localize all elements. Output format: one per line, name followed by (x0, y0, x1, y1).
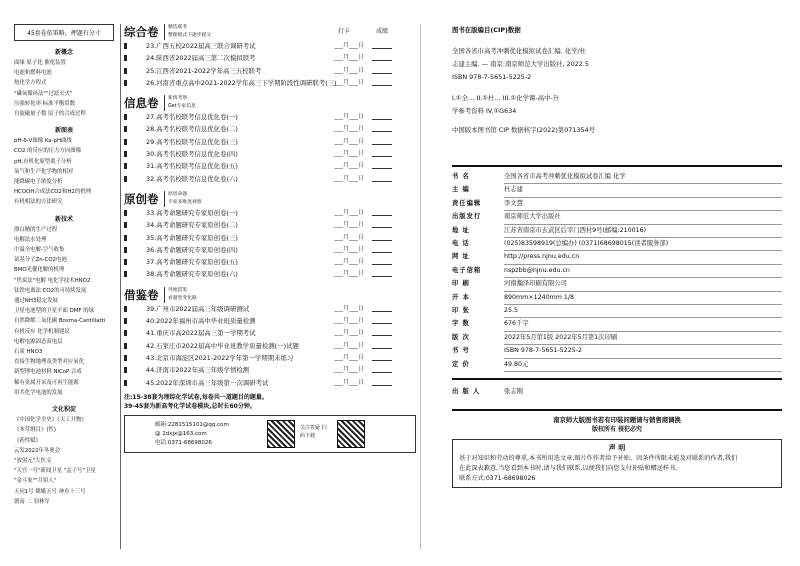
row-marker (124, 330, 127, 336)
exam-name: 江西省2021-2022学年高三五校联考 (156, 66, 262, 75)
exam-name: 高考名校联考信息优化卷(四) (156, 150, 238, 159)
exam-row[interactable] (124, 40, 416, 52)
left-item: 电解法水处理 (14, 236, 47, 243)
info-row (452, 238, 782, 251)
info-key: 责任编辑 (452, 199, 482, 207)
section-title: 借鉴卷 (124, 287, 159, 302)
score-line[interactable] (372, 372, 392, 373)
left-item: pH,有机化原型离子分析 (14, 158, 72, 165)
statement-title: 声 明 (608, 443, 626, 452)
left-item: "金斗家""月饼人" (14, 478, 57, 485)
section-subtitle-line: Get专家信息 (168, 104, 196, 110)
info-value: 河南瀚泽印刷有限公司 (504, 278, 782, 291)
left-item: "磷氧循环法""过滤灭火" (14, 90, 73, 97)
exam-number: 28. (146, 125, 157, 134)
section-title: 综合卷 (124, 25, 159, 39)
section-subtitle-line: 新情考察 (168, 96, 188, 102)
row-marker (124, 306, 127, 312)
note-2: 39-45套为新高考化学试卷模块,总时长60分钟。 (124, 402, 256, 410)
exam-row[interactable] (124, 315, 416, 327)
row-marker (124, 176, 127, 182)
info-row (452, 171, 782, 184)
row-marker (124, 163, 127, 169)
info-value: http://press.njnu.edu.cn (504, 251, 782, 264)
publisher-row (452, 386, 782, 398)
row-marker (124, 43, 127, 49)
section-subtitle (164, 24, 211, 40)
exam-date: ___月___日 (334, 270, 365, 278)
footer-box (124, 415, 416, 453)
exam-number: 41. (146, 329, 157, 338)
left-item: CO2 的反应的压力方向图像 (14, 148, 82, 155)
exam-row[interactable] (124, 52, 416, 64)
qr-code-icon (337, 420, 365, 448)
divider (452, 378, 782, 380)
left-section-title: 新概念 (54, 49, 73, 56)
info-value: nspzbb@njnu.edu.cn (504, 265, 782, 278)
info-row (452, 292, 782, 305)
score-line[interactable] (372, 215, 392, 216)
info-value: 全国各省市高考冲刺优化模拟试卷汇编 化学 (504, 171, 782, 184)
exam-number: 24. (146, 54, 157, 63)
left-item: 钛铁电离法 CO2的可持续发展 (14, 287, 87, 294)
exam-name: 济南市2022年高三年级学情检测 (156, 366, 250, 375)
info-key: 版 次 (452, 333, 470, 341)
section-header (124, 287, 416, 303)
exam-date: ___月___日 (334, 353, 365, 361)
row-marker (124, 222, 127, 228)
left-item: 用共化学电池的发展 (14, 389, 63, 396)
exam-name: 陕西省2022届高三第二次模拟联考 (156, 54, 256, 63)
row-marker (124, 210, 127, 216)
note-1: 注:15-38套为理综化学试卷,每卷共一道题目的题量。 (124, 393, 268, 401)
footer-contact (155, 421, 229, 448)
left-item: 天问1号 嫦娥五号 神舟十三号 (14, 488, 86, 495)
info-key: 字 数 (452, 320, 470, 328)
cip-title: 图书在版编目(CIP)数据 (452, 26, 521, 34)
exam-row[interactable] (124, 244, 416, 256)
left-item: "焦炭法"电解 电化学技术HNO2 (14, 277, 91, 284)
exam-date: ___月___日 (334, 341, 365, 349)
row-marker (124, 259, 127, 265)
row-marker (124, 247, 127, 253)
row-marker (124, 271, 127, 277)
exam-name: 高考名校联考信息优化卷(二) (156, 125, 238, 134)
publisher-key: 出 版 人 (452, 388, 481, 396)
left-item: 稀有金属开采及可再生能源 (14, 379, 79, 386)
section-header (124, 24, 416, 40)
left-section-title: 新图表 (54, 127, 73, 135)
score-line[interactable] (372, 335, 392, 336)
cip-line: ISBN 978-7-5651-5225-2 (452, 73, 532, 81)
left-item: BMO光催化解的机理 (14, 267, 65, 274)
exam-name: 高考命题研究专家原创卷(三) (156, 233, 238, 242)
exam-number: 42. (146, 341, 157, 350)
exam-date: ___月___日 (334, 42, 365, 49)
cip-block (452, 45, 782, 84)
info-value: (025)83598919(总编办) (0371)68698015(读者服务部) (504, 238, 782, 251)
exam-date: ___月___日 (334, 162, 365, 170)
info-row (452, 278, 782, 291)
middle-column (124, 24, 416, 453)
row-marker (124, 343, 127, 349)
row-marker (124, 380, 127, 386)
exam-name: 重庆市高2022届高三第一学期考试 (156, 329, 256, 338)
left-item: 漂白精的生产过程 (14, 226, 58, 233)
score-line[interactable] (372, 360, 392, 361)
info-value: 25.5 (504, 305, 782, 318)
left-item: 有机相法的方法研究 (14, 199, 63, 206)
info-key: 地 址 (452, 226, 470, 234)
score-line[interactable] (372, 311, 392, 312)
exam-section (124, 95, 416, 185)
exam-name: 高考命题研究专家原创卷(二) (156, 221, 238, 230)
info-row (452, 305, 782, 318)
exam-row[interactable] (124, 136, 416, 148)
cip-class (452, 92, 782, 118)
score-line[interactable] (372, 73, 392, 74)
info-key: 印 刷 (452, 280, 470, 288)
statement-line: 在此深表歉意,当您看到本书时,请与我们联系,以便我们向您支付补贴和赠送样书。 (459, 464, 682, 472)
row-marker (124, 367, 127, 373)
left-item: "天宫一号"新闻卫星 "孟子号"卫星 (14, 468, 96, 475)
exam-row[interactable] (124, 327, 416, 339)
exam-number: 40. (146, 317, 157, 326)
exam-date: ___月___日 (334, 258, 365, 266)
exam-date: ___月___日 (334, 221, 365, 229)
left-item: 《本草纲目》(性) (14, 427, 56, 434)
exam-row[interactable] (124, 303, 416, 315)
row-marker (124, 126, 127, 132)
info-value: 676千字 (504, 318, 782, 331)
exam-date: ___月___日 (334, 245, 365, 253)
left-item: 《中国化学全史》《天工开物》 (14, 417, 87, 424)
exam-row[interactable] (124, 364, 416, 376)
info-row (452, 225, 782, 238)
exam-name: 高考命题研究专家原创卷(四) (156, 245, 238, 254)
exam-date: ___月___日 (334, 137, 365, 145)
left-item: 自然降解二氧化碳 Bosma-Cantillatti (14, 318, 106, 325)
score-line[interactable] (372, 85, 392, 86)
exam-name: 高考命题研究专家原创卷(一) (156, 208, 238, 217)
score-line[interactable] (372, 227, 392, 228)
exam-date: ___月___日 (334, 54, 365, 62)
row-marker (124, 318, 127, 324)
publisher-value: 张志刚 (504, 388, 523, 396)
info-key: 书 名 (452, 173, 470, 180)
info-key: 网 址 (452, 253, 470, 261)
divider (420, 24, 421, 549)
left-item: 朝南 二 羽林军 (14, 498, 50, 505)
exam-name: 广州市2022届高三年级调研测试 (156, 304, 250, 313)
score-line[interactable] (372, 264, 392, 265)
footer-email: 邮箱:2281515101@qq.com (155, 421, 229, 428)
left-item: 新型锂电池材料 NiCoP 合成 (14, 369, 82, 376)
info-value: 杜志建 (504, 184, 782, 197)
exam-row[interactable] (124, 148, 416, 160)
info-value: 李文慧 (504, 198, 782, 211)
info-value: 890mm×1240mm 1/8 (504, 292, 782, 305)
divider (452, 409, 782, 411)
info-key: 电 话 (452, 240, 470, 248)
exam-number: 33. (146, 208, 157, 217)
cip-number: 中国版本图书馆 CIP 数据核字(2022)第071354号 (452, 126, 595, 134)
left-section-title: 文化积淀 (51, 406, 76, 414)
exam-name: 2022年福州市高中毕业班质量检测 (156, 317, 256, 326)
exam-name: 高考命题研究专家原创卷(五) (156, 258, 238, 267)
left-item: 有机反应 化学机制建议 (14, 328, 70, 335)
section-subtitle (164, 287, 197, 303)
left-item: 《药性赋》 (14, 437, 41, 444)
info-row (452, 345, 782, 358)
exam-date: ___月___日 (334, 150, 365, 158)
left-item: HCOOH合成法CO2和H2的机理 (14, 189, 92, 196)
info-key: 主 编 (452, 186, 470, 194)
info-key: 印 张 (452, 307, 470, 315)
exam-name: 北京市海淀区2021-2022学年第一学期期末练习 (156, 353, 294, 362)
info-row (452, 359, 782, 372)
score-line[interactable] (372, 252, 392, 253)
info-row (452, 265, 782, 278)
exam-name: 高考名校联考信息优化卷(一) (156, 113, 238, 122)
left-sections (14, 47, 114, 507)
exam-name: 河南省重点高中2021-2022学年高三下学期阶段性调研联考(三) (156, 78, 337, 87)
section-subtitle (164, 191, 202, 207)
row-marker (124, 355, 127, 361)
qr-code-icon (267, 420, 295, 448)
section-subtitle-line: 整理模式下逐步提分 (168, 33, 212, 38)
left-item: 云发2022年冬奥会 (14, 447, 61, 454)
section-header (124, 191, 416, 207)
exam-name: 高考名校联考信息优化卷(六) (156, 174, 238, 183)
notes (124, 393, 416, 411)
exam-number: 44. (146, 366, 157, 375)
row-marker (124, 139, 127, 145)
exam-row[interactable] (124, 219, 416, 231)
info-key: 定 价 (452, 360, 470, 368)
left-item: 能降碳电子浓度分析 (14, 179, 63, 186)
section-title: 信息卷 (124, 96, 159, 111)
exam-row[interactable] (124, 232, 416, 244)
statement-head: 南京师大版图书若有印装问题请与销售商调换 (553, 415, 681, 424)
exam-date: ___月___日 (334, 208, 365, 216)
exam-number: 39. (146, 304, 157, 313)
exam-row[interactable] (124, 268, 416, 280)
exam-row[interactable] (124, 377, 416, 389)
info-value: 2022年5月第1版 2022年5月第1次印刷 (504, 332, 782, 345)
left-section-title: 新技术 (54, 215, 73, 223)
row-marker (124, 68, 127, 74)
col-header-score: 打卡 (338, 28, 351, 35)
section-subtitle-line: 精选联考 (168, 25, 188, 30)
info-key: 电子信箱 (452, 266, 482, 274)
section-title: 原创卷 (124, 191, 159, 206)
info-key: 书 号 (452, 347, 470, 355)
statement-line: 基于对知识和劳动的尊重,本书所用选文章,图片作作者给予补贴。因条件所限未能及对联系的作者,我们 (459, 454, 738, 462)
exam-number: 31. (146, 162, 157, 171)
info-key: 出版发行 (452, 213, 482, 221)
exam-number: 34. (146, 221, 157, 230)
score-line[interactable] (372, 144, 392, 145)
info-value: 南京师范大学出版社 (504, 211, 782, 224)
exam-date: ___月___日 (334, 317, 365, 325)
info-list (452, 171, 782, 372)
exam-name: 2022年深圳市高三年级第一次调研考试 (156, 378, 269, 387)
exam-name: 高考名校联考信息优化卷(三) (156, 137, 238, 146)
exam-name: 石家庄市2022届高中毕业班教学质量检测(一)试题 (156, 341, 299, 350)
score-line[interactable] (372, 181, 392, 182)
left-column (14, 24, 114, 507)
footer-slogan: 关注答疑 扫码下载 (300, 424, 327, 439)
left-item: 石炭 HNO3 (14, 349, 43, 356)
right-column (452, 24, 782, 488)
divider (452, 165, 782, 167)
exam-number: 23. (146, 42, 157, 50)
footer-tel: 电话:0371-68698026 (155, 439, 212, 446)
section-subtitle-line: 专家多维度视察 (168, 199, 202, 205)
cip-class-line: 学参考资料 IV.①G634 (452, 107, 517, 115)
exam-date: ___月___日 (334, 366, 365, 374)
exam-section (124, 287, 416, 389)
exam-number: 26. (146, 78, 157, 87)
exam-date: ___月___日 (334, 233, 365, 241)
exam-number: 27. (146, 113, 157, 122)
exam-number: 30. (146, 150, 157, 159)
score-line[interactable] (372, 240, 392, 241)
info-row (452, 251, 782, 264)
exam-number: 32. (146, 174, 157, 183)
footer-email2: @ 2dxjx@163.com (155, 430, 207, 437)
exam-row[interactable] (124, 173, 416, 185)
section-subtitle-line: 外地借鉴 (168, 287, 188, 293)
cip-line: 全国各省市高考冲刺优化模拟试卷汇编. 化学/杜 (452, 47, 587, 55)
exam-date: ___月___日 (334, 78, 365, 86)
score-line[interactable] (372, 168, 392, 169)
left-item: 卫星电池型的卫星平面 DMF 的绿 (14, 308, 95, 315)
row-marker (124, 151, 127, 157)
exam-row[interactable] (124, 352, 416, 364)
exam-section (124, 24, 416, 89)
exam-row[interactable] (124, 65, 416, 77)
left-item: 中温全电解-空气收集 (14, 247, 65, 254)
score-line[interactable] (372, 60, 392, 61)
info-row (452, 198, 782, 211)
exam-section (124, 191, 416, 281)
row-marker (124, 80, 127, 86)
exam-date: ___月___日 (334, 304, 365, 312)
row-marker (124, 114, 127, 120)
score-line[interactable] (372, 385, 392, 386)
exam-number: 35. (146, 233, 157, 242)
exam-row[interactable] (124, 160, 416, 172)
score-line[interactable] (372, 119, 392, 120)
exam-number: 38. (146, 270, 157, 279)
exam-number: 43. (146, 353, 157, 362)
statement-sub: 版权所有 侵犯必究 (591, 425, 643, 433)
statement-line: 联系方式:0371-68698026 (459, 474, 536, 482)
exam-row[interactable] (124, 111, 416, 123)
exam-number: 25. (146, 66, 157, 75)
score-line[interactable] (372, 131, 392, 132)
exam-row[interactable] (124, 256, 416, 268)
left-item: pH-δ-V图像 Ka-pH曲线 (14, 138, 72, 145)
exam-row[interactable] (124, 340, 416, 352)
exam-name: 高考名校联考信息优化卷(五) (156, 162, 238, 171)
exam-date: ___月___日 (334, 378, 365, 386)
cip-class-line: I.①全… II.①杜… III.①化学课-高中-升 (452, 94, 560, 102)
exam-row[interactable] (124, 77, 416, 89)
cip-line: 志建主编. — 南京:南京师范大学出版社, 2022.5 (452, 60, 589, 68)
info-row (452, 318, 782, 331)
score-line[interactable] (372, 348, 392, 349)
exam-number: 29. (146, 137, 157, 146)
exam-row[interactable] (124, 123, 416, 135)
section-subtitle-line: 原创命题 (168, 191, 188, 197)
left-item: 热化学方程式 (14, 80, 47, 87)
exam-number: 36. (146, 245, 157, 254)
info-value: 江苏省南京市玄武区后宰门西村9号(邮编:210016) (504, 225, 782, 238)
info-value: ISBN 978-7-5651-5225-2 (504, 345, 782, 358)
section-header (124, 95, 416, 111)
left-item: 电池和燃料电池 (14, 70, 52, 77)
score-line[interactable] (372, 156, 392, 157)
info-key: 开 本 (452, 293, 470, 301)
score-line[interactable] (372, 48, 392, 49)
score-line[interactable] (372, 323, 392, 324)
row-marker (124, 235, 127, 241)
exam-name: 广西五校2022届高三联合调研考试 (156, 42, 256, 50)
left-item: 通过NH3稳定发展 (14, 298, 58, 305)
left-box: 45套卷依策略，押题有分寸 (14, 24, 114, 41)
left-item: "放射元"大医义 (14, 457, 52, 464)
exam-number: 45. (146, 378, 157, 387)
exam-date: ___月___日 (334, 66, 365, 74)
divider (120, 24, 121, 549)
score-line[interactable] (372, 276, 392, 277)
section-subtitle (164, 95, 196, 111)
left-item: 面缘 原子化 催化装置 (14, 60, 66, 66)
left-item: 氧气和生产化学物的相对 (14, 168, 74, 175)
statement-box (452, 439, 782, 488)
info-row (452, 184, 782, 197)
info-row (452, 332, 782, 345)
info-value: 49.80元 (504, 359, 782, 372)
exam-date: ___月___日 (334, 125, 365, 133)
exam-name: 高考命题研究专家原创卷(六) (156, 270, 238, 279)
info-row (452, 211, 782, 224)
left-item: 自旋磁量子数 原子的合成过程 (14, 111, 86, 118)
exam-date: ___月___日 (334, 174, 365, 182)
exam-row[interactable] (124, 207, 416, 219)
mid-sections (124, 24, 416, 389)
left-item: 直接生物地理及类型对应氧化 (14, 359, 85, 366)
left-item: 氨基分子Zn-CO2电池 (14, 257, 67, 264)
exam-date: ___月___日 (334, 113, 365, 121)
col-header-result: 成绩 (376, 28, 389, 35)
left-item: 电解电源固态双电层 (14, 338, 63, 345)
row-marker (124, 55, 127, 61)
exam-date: ___月___日 (334, 329, 365, 337)
section-subtitle-line: 看题型变化路 (168, 295, 197, 301)
left-item: 压强转化率 标准平衡常数 (14, 100, 76, 107)
exam-number: 37. (146, 258, 157, 267)
